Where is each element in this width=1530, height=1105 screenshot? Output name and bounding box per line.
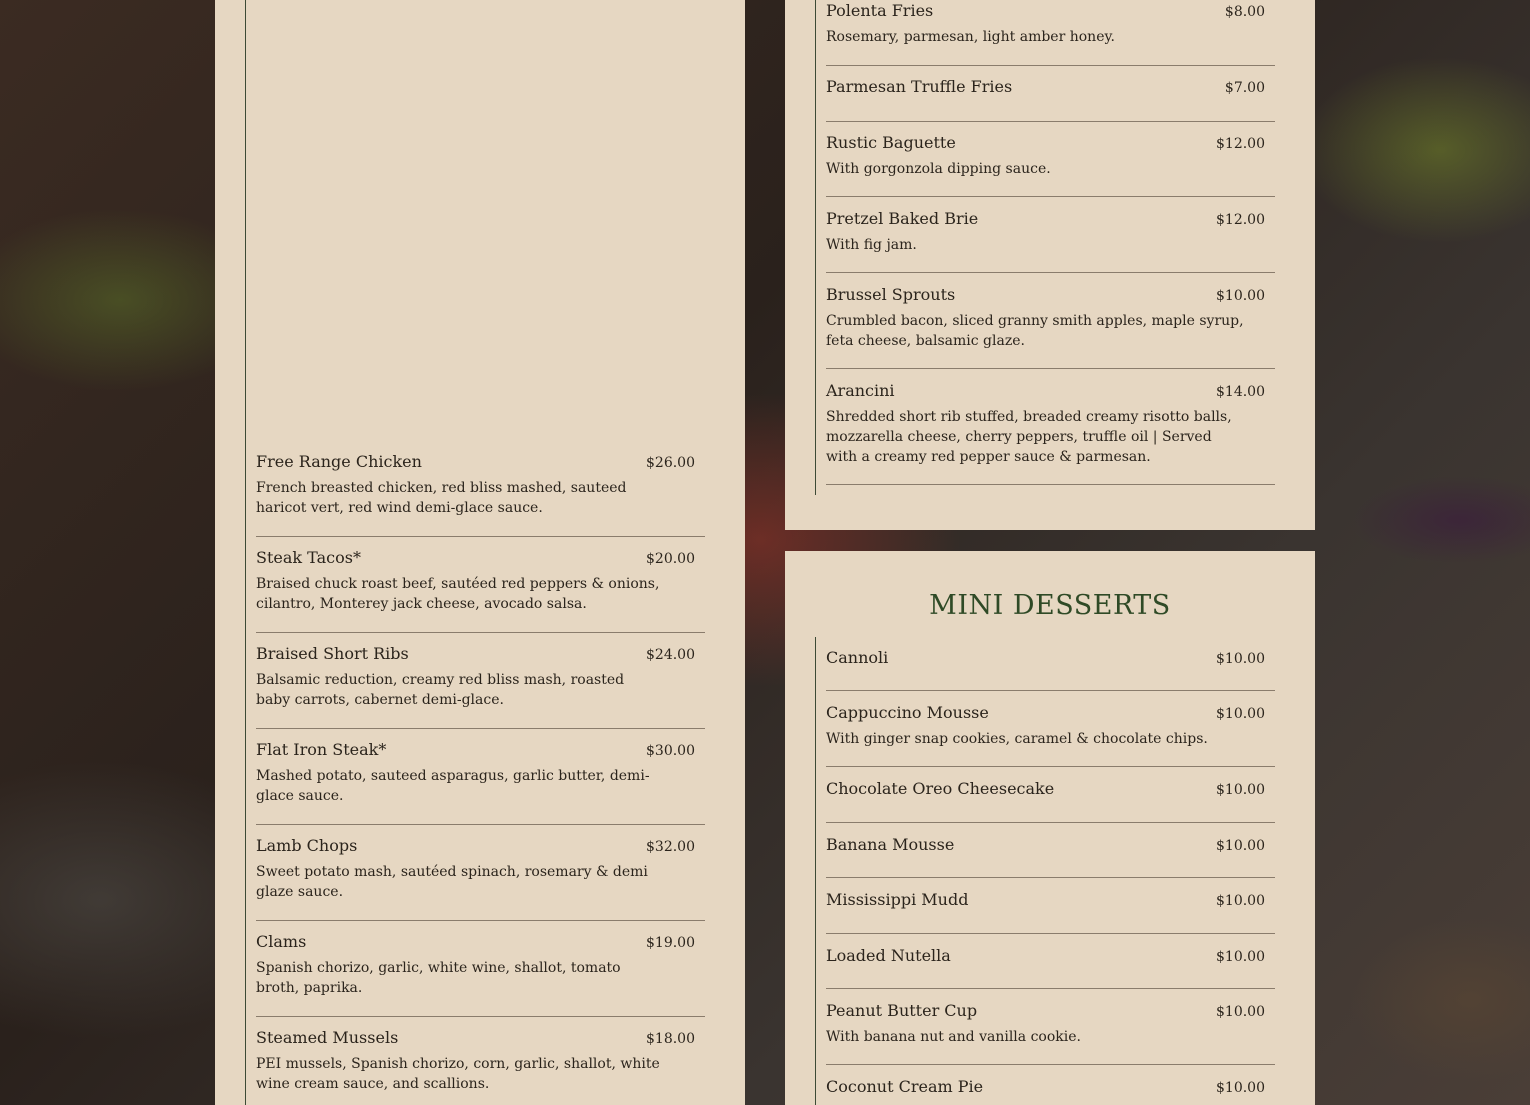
item-divider (256, 728, 705, 729)
menu-item-description: Mashed potato, sauteed asparagus, garlic butter, demi-glace sauce. (256, 768, 650, 804)
menu-item-name: Parmesan Truffle Fries (826, 77, 1013, 96)
item-divider (256, 632, 705, 633)
menu-item-price: $12.00 (1216, 136, 1265, 152)
menu-item-price: $8.00 (1224, 4, 1265, 20)
menu-item-description: Rosemary, parmesan, light amber honey. (826, 29, 1115, 45)
item-divider (826, 1064, 1275, 1065)
item-divider (826, 933, 1275, 934)
menu-item-description: Crumbled bacon, sliced granny smith apples, maple syrup, feta cheese, balsamic glaze. (826, 313, 1244, 349)
menu-item-price: $10.00 (1216, 782, 1265, 798)
menu-item-price: $10.00 (1216, 1080, 1265, 1096)
menu-item-name: Steak Tacos* (256, 548, 361, 567)
desserts-divider-line (815, 637, 816, 1105)
menu-item-price: $24.00 (646, 647, 695, 663)
menu-item-name: Lamb Chops (256, 836, 358, 855)
menu-item-description: With fig jam. (826, 237, 917, 253)
item-divider (826, 988, 1275, 989)
menu-item-description: Braised chuck roast beef, sautéed red peppers & onions, cilantro, Monterey jack cheese, avocado salsa. (256, 576, 660, 612)
menu-item-description: With gorgonzola dipping sauce. (826, 161, 1051, 177)
desserts-section-title: MINI DESSERTS (929, 590, 1171, 621)
menu-item-name: Loaded Nutella (826, 946, 951, 965)
entrees-divider-line (245, 0, 246, 1105)
menu-item-name: Cannoli (826, 648, 889, 667)
menu-item-price: $30.00 (646, 743, 695, 759)
item-divider (826, 690, 1275, 691)
menu-item-name: Pretzel Baked Brie (826, 209, 979, 228)
menu-item-name: Mississippi Mudd (826, 890, 969, 909)
item-divider (826, 877, 1275, 878)
menu-item-name: Steamed Mussels (256, 1028, 399, 1047)
menu-item-name: Chocolate Oreo Cheesecake (826, 779, 1055, 798)
menu-item-price: $18.00 (646, 1031, 695, 1047)
sides-divider-line (815, 0, 816, 495)
item-divider (826, 822, 1275, 823)
menu-item-description: French breasted chicken, red bliss mashed, sauteed haricot vert, red wind demi-glace sauce. (256, 480, 627, 516)
menu-item-description: Shredded short rib stuffed, breaded creamy risotto balls, mozzarella cheese, cherry peppers, truffle oil | Served with a creamy red pepper sauce & parmesan. (826, 409, 1232, 465)
menu-item-name: Braised Short Ribs (256, 644, 409, 663)
item-divider (256, 920, 705, 921)
menu-item-description: Sweet potato mash, sautéed spinach, rosemary & demi glaze sauce. (256, 864, 648, 900)
item-divider (826, 368, 1275, 369)
menu-item-price: $10.00 (1216, 838, 1265, 854)
item-divider (826, 121, 1275, 122)
item-divider (256, 1016, 705, 1017)
menu-item-price: $20.00 (646, 551, 695, 567)
menu-item-name: Rustic Baguette (826, 133, 956, 152)
menu-item-price: $10.00 (1216, 893, 1265, 909)
item-divider (256, 536, 705, 537)
menu-item-name: Free Range Chicken (256, 452, 422, 471)
item-divider (826, 766, 1275, 767)
menu-item-name: Polenta Fries (826, 1, 934, 20)
menu-item-name: Clams (256, 932, 307, 951)
menu-item-price: $10.00 (1216, 1004, 1265, 1020)
menu-item-price: $10.00 (1216, 288, 1265, 304)
menu-item-description: With banana nut and vanilla cookie. (826, 1029, 1081, 1045)
menu-item-description: Balsamic reduction, creamy red bliss mash, roasted baby carrots, cabernet demi-glace. (256, 672, 625, 708)
menu-item-price: $12.00 (1216, 212, 1265, 228)
menu-item-price: $14.00 (1216, 384, 1265, 400)
menu-item-price: $32.00 (646, 839, 695, 855)
menu-item-price: $7.00 (1224, 80, 1265, 96)
menu-item-price: $10.00 (1216, 706, 1265, 722)
menu-item-name: Flat Iron Steak* (256, 740, 387, 759)
item-divider (826, 65, 1275, 66)
menu-item-price: $10.00 (1216, 651, 1265, 667)
item-divider (826, 272, 1275, 273)
menu-item-price: $26.00 (646, 455, 695, 471)
menu-item-name: Banana Mousse (826, 835, 955, 854)
item-divider (826, 484, 1275, 485)
menu-item-price: $10.00 (1216, 949, 1265, 965)
menu-item-description: PEI mussels, Spanish chorizo, corn, garlic, shallot, white wine cream sauce, and scallions. (256, 1056, 660, 1092)
menu-item-name: Arancini (826, 381, 895, 400)
item-divider (256, 824, 705, 825)
menu-item-description: With ginger snap cookies, caramel & chocolate chips. (826, 731, 1208, 747)
menu-item-name: Brussel Sprouts (826, 285, 956, 304)
menu-item-name: Coconut Cream Pie (826, 1077, 984, 1096)
menu-item-price: $19.00 (646, 935, 695, 951)
menu-item-name: Peanut Butter Cup (826, 1001, 978, 1020)
desserts-menu-panel (785, 551, 1315, 1105)
menu-item-name: Cappuccino Mousse (826, 703, 989, 722)
menu-item-description: Spanish chorizo, garlic, white wine, shallot, tomato broth, paprika. (256, 960, 621, 996)
item-divider (826, 196, 1275, 197)
